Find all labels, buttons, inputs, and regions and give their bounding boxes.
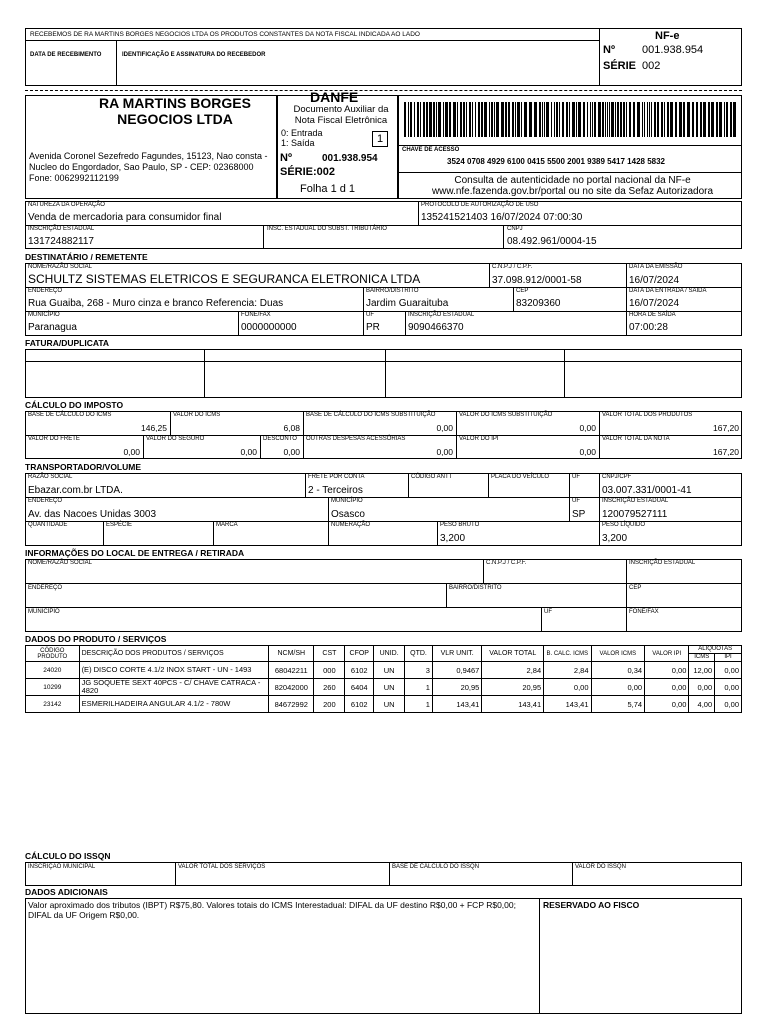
barcode-bar: [602, 102, 604, 137]
table-cell: 0,00: [544, 679, 591, 696]
dest-bairro: Jardim Guaraituba: [366, 298, 449, 309]
ipi-label: VALOR DO IPI: [459, 436, 499, 442]
barcode-bar: [410, 102, 412, 137]
entrega-ie-label: INSCRIÇÃO ESTADUAL: [629, 560, 696, 566]
table-cell: 3: [405, 662, 433, 679]
barcode-bar: [617, 102, 619, 137]
table-cell: 200: [314, 696, 345, 713]
reservado-fisco: RESERVADO AO FISCO: [543, 900, 640, 910]
entrega-section: INFORMAÇÕES DO LOCAL DE ENTREGA / RETIRADA: [25, 548, 245, 558]
barcode-bar: [489, 102, 490, 137]
transp-frete: 2 - Terceiros: [308, 485, 363, 496]
barcode-bar: [569, 102, 570, 137]
barcode-bar: [466, 102, 467, 137]
transp-end-label: ENDEREÇO: [28, 498, 63, 504]
barcode-bar: [408, 102, 409, 137]
table-cell: 0,00: [715, 662, 742, 679]
ie-value: 131724882117: [28, 236, 94, 247]
table-cell: ESMERILHADEIRA ANGULAR 4.1/2 - 780W: [79, 696, 269, 713]
col-aliquotas: ALÍQUOTAS: [689, 646, 742, 654]
transp-antt-label: CÓDIGO ANTT: [411, 474, 453, 480]
table-cell: 6102: [345, 662, 374, 679]
table-cell: 0,9467: [432, 662, 481, 679]
receipt-serie: 002: [642, 60, 661, 72]
adicionais-text: Valor aproximado dos tributos (IBPT) R$75,80. Valores totais do ICMS Interestadual: DIFAL da UF destino R$0,00 + FCP R$0,00; DIFAL da UF Origem R$0,00.: [28, 900, 516, 920]
barcode-bar: [508, 102, 510, 137]
dest-mun-label: MUNICÍPIO: [28, 312, 60, 318]
seguro: 0,00: [240, 447, 257, 457]
transp-num-label: NUMERAÇÃO: [331, 522, 371, 528]
dest-cep-label: CEP: [516, 288, 529, 294]
barcode-bar: [703, 102, 706, 137]
barcode-bar: [675, 102, 677, 137]
v-icms-label: VALOR DO ICMS: [173, 412, 221, 418]
table-cell: 20,95: [482, 679, 544, 696]
table-cell: 68042211: [269, 662, 314, 679]
bc-icms: 146,25: [141, 423, 167, 433]
issqn-box: [25, 862, 742, 886]
transp-pb-label: PESO BRUTO: [440, 522, 480, 528]
bc-st: 0,00: [436, 423, 453, 433]
col-vlr-unit: VLR UNIT.: [432, 646, 481, 662]
barcode-bar: [453, 102, 456, 137]
barcode-bar: [716, 102, 718, 137]
danfe-num: 001.938.954: [322, 153, 378, 164]
barcode-bar: [733, 102, 736, 137]
cnpj-label: CNPJ: [507, 226, 523, 232]
v-st: 0,00: [579, 423, 596, 433]
barcode-bar: [491, 102, 493, 137]
frete: 0,00: [123, 447, 140, 457]
receipt-date-label: DATA DE RECEBIMENTO: [30, 52, 102, 58]
barcode-bar: [590, 102, 591, 137]
outras: 0,00: [436, 447, 453, 457]
col-valor-icms: VALOR ICMS: [591, 646, 645, 662]
ipi: 0,00: [579, 447, 596, 457]
transp-qtd-label: QUANTIDADE: [28, 522, 68, 528]
col-qtd: QTD.: [405, 646, 433, 662]
receipt-nfe: NF-e: [655, 30, 680, 42]
barcode-bar: [438, 102, 441, 137]
transp-razao: Ebazar.com.br LTDA.: [28, 485, 123, 496]
barcode-bar: [436, 102, 437, 137]
barcode-bar: [578, 102, 581, 137]
barcode-bar: [700, 102, 702, 137]
dest-emissao: 16/07/2024: [629, 275, 680, 286]
barcode-bar: [661, 102, 663, 137]
transp-marca-label: MARCA: [216, 522, 238, 528]
cnpj-value: 08.492.961/0004-15: [507, 236, 597, 247]
v-st-label: VALOR DO ICMS SUBSTITUIÇÃO: [459, 412, 553, 418]
barcode-bar: [475, 102, 476, 137]
barcode-bar: [551, 102, 552, 137]
table-cell: 1: [405, 696, 433, 713]
key-value: 3524 0708 4929 6100 0415 5500 2001 9389 5417 1428 5832: [447, 157, 665, 166]
table-cell: 82042000: [269, 679, 314, 696]
barcode-bar: [724, 102, 725, 137]
dest-hora: 07:00:28: [629, 322, 668, 333]
entrega-bairro-label: BAIRRO/DISTRITO: [449, 585, 502, 591]
table-cell: 4,00: [689, 696, 715, 713]
cut-line: [25, 90, 742, 91]
v-icms: 6,08: [283, 423, 300, 433]
barcode-bar: [687, 102, 690, 137]
col-valor-ipi: VALOR IPI: [645, 646, 689, 662]
barcode-bar: [460, 102, 462, 137]
seguro-label: VALOR DO SEGURO: [146, 436, 205, 442]
table-cell: 143,41: [544, 696, 591, 713]
dest-nome: SCHULTZ SISTEMAS ELETRICOS E SEGURANCA ELETRONICA LTDA: [28, 272, 421, 286]
barcode-bar: [642, 102, 643, 137]
transp-pb: 3,200: [440, 533, 466, 544]
table-cell: 1: [405, 679, 433, 696]
barcode-bar: [623, 102, 625, 137]
barcode-bar: [626, 102, 627, 137]
transp-section: TRANSPORTADOR/VOLUME: [25, 462, 142, 472]
fatura-box: [25, 349, 742, 398]
col-aliq-ipi: IPI: [715, 654, 742, 662]
barcode-bar: [615, 102, 616, 137]
table-cell: 0,00: [715, 696, 742, 713]
dest-bairro-label: BAIRRO/DISTRITO: [366, 288, 419, 294]
barcode-bar: [711, 102, 714, 137]
danfe-serie: SÉRIE:002: [280, 166, 336, 178]
produtos-table: [25, 645, 742, 713]
danfe-title: DANFE: [310, 89, 359, 105]
v-nota-label: VALOR TOTAL DA NOTA: [602, 436, 670, 442]
barcode-bar: [556, 102, 558, 137]
table-cell: UN: [374, 679, 405, 696]
transp-cnpj-label: CNPJ/CPF: [602, 474, 632, 480]
issqn-vs-label: VALOR TOTAL DOS SERVIÇOS: [178, 864, 266, 870]
table-cell: 143,41: [432, 696, 481, 713]
dest-entrada-label: DATA DA ENTRADA / SAIDA: [629, 288, 707, 294]
dest-ie-label: INSCRIÇÃO ESTADUAL: [408, 312, 475, 318]
dest-cnpj: 37.098.912/0001-58: [492, 275, 582, 286]
key-label: CHAVE DE ACESSO: [402, 147, 460, 153]
col-codigo: CÓDIGO PRODUTO: [26, 646, 80, 662]
barcode-bar: [524, 102, 527, 137]
barcode-bar: [429, 102, 432, 137]
issqn-section: CÁLCULO DO ISSQN: [25, 851, 111, 861]
table-cell: UN: [374, 696, 405, 713]
barcode-bar: [542, 102, 543, 137]
barcode-bar: [534, 102, 537, 137]
dest-hora-label: HORA DE SAÍDA: [629, 312, 676, 318]
transp-uf-label: UF: [572, 474, 580, 480]
barcode-bar: [633, 102, 635, 137]
barcode-bar: [505, 102, 507, 137]
table-cell: 0,00: [645, 662, 689, 679]
barcode-bar: [521, 102, 522, 137]
table-cell: 260: [314, 679, 345, 696]
frete-label: VALOR DO FRETE: [28, 436, 80, 442]
dest-fone: 0000000000: [241, 322, 297, 333]
dest-end-label: ENDEREÇO: [28, 288, 63, 294]
barcode-bar: [512, 102, 514, 137]
barcode-bar: [423, 102, 425, 137]
barcode-bar: [620, 102, 622, 137]
table-row: [26, 679, 742, 696]
col-unid: UNID.: [374, 646, 405, 662]
table-cell: 0,00: [645, 679, 689, 696]
dest-cep: 83209360: [516, 298, 561, 309]
barcode-bar: [517, 102, 520, 137]
barcode-bar: [667, 102, 669, 137]
transp-end: Av. das Nacoes Unidas 3003: [28, 509, 157, 520]
emitter-address: Avenida Coronel Sezefredo Fagundes, 15123, Nao consta - Nucleo do Engordador, Sao Paulo, SP - CEP: 02368000 Fone: 0062992112199: [29, 151, 268, 183]
table-row: [26, 696, 742, 713]
dest-mun: Paranagua: [28, 322, 77, 333]
barcode-bar: [726, 102, 728, 137]
barcode-bar: [404, 102, 406, 137]
ie-st-label: INSC. ESTADUAL DO SUBST. TRIBUTÁRIO: [267, 226, 387, 232]
barcode-bar: [420, 102, 421, 137]
barcode-bar: [449, 102, 451, 137]
table-cell: 23142: [26, 696, 80, 713]
barcode-bar: [598, 102, 601, 137]
natureza-value: Venda de mercadoria para consumidor final: [28, 212, 222, 223]
dest-uf: PR: [366, 322, 380, 333]
dest-uf-label: UF: [366, 312, 374, 318]
transp-cnpj: 03.007.331/0001-41: [602, 485, 692, 496]
ie-label: INSCRIÇÃO ESTADUAL: [28, 226, 95, 232]
barcode-bar: [670, 102, 673, 137]
transp-pl-label: PESO LÍQUIDO: [602, 522, 646, 528]
transp-ie-label: INSCRIÇÃO ESTADUAL: [602, 498, 669, 504]
issqn-im-label: INSCRIÇÃO MUNICIPAL: [28, 864, 96, 870]
table-cell: 0,00: [715, 679, 742, 696]
entrega-uf-label: UF: [544, 609, 552, 615]
barcode-bar: [719, 102, 722, 137]
barcode-bar: [594, 102, 596, 137]
natureza-label: NATUREZA DA OPERAÇÃO: [28, 202, 105, 208]
transp-frete-label: FRETE POR CONTA: [308, 474, 365, 480]
transp-placa-label: PLACA DO VEÍCULO: [491, 474, 550, 480]
table-cell: 6404: [345, 679, 374, 696]
produtos-section: DADOS DO PRODUTO / SERVIÇOS: [25, 634, 167, 644]
table-cell: 000: [314, 662, 345, 679]
barcode-bar: [607, 102, 608, 137]
receipt-serie-label: SÉRIE: [603, 60, 637, 72]
transp-pl: 3,200: [602, 533, 628, 544]
barcode-bar: [649, 102, 650, 137]
barcode-bar: [426, 102, 428, 137]
entrega-fone-label: FONE/FAX: [629, 609, 659, 615]
barcode-bar: [576, 102, 577, 137]
transp-razao-label: RAZÃO SOCIAL: [28, 474, 73, 480]
table-cell: UN: [374, 662, 405, 679]
protocolo-value: 135241521403 16/07/2024 07:00:30: [421, 212, 583, 223]
entrega-nome-label: NOME/RAZÃO SOCIAL: [28, 560, 93, 566]
entrega-end-label: ENDEREÇO: [28, 585, 63, 591]
barcode-bar: [515, 102, 516, 137]
transp-mun-label: MUNICÍPIO: [331, 498, 363, 504]
barcode-bar: [605, 102, 606, 137]
barcode-bar: [501, 102, 504, 137]
key-consulta: Consulta de autenticidade no portal nacional da NF-e www.nfe.fazenda.gov.br/portal ou no site da Sefaz Autorizadora: [431, 175, 714, 197]
table-cell: 0,00: [645, 696, 689, 713]
barcode-bar: [654, 102, 656, 137]
table-cell: 84672992: [269, 696, 314, 713]
danfe-folha: Folha 1 d 1: [300, 183, 356, 195]
issqn-v-label: VALOR DO ISSQN: [575, 864, 626, 870]
adicionais-section: DADOS ADICIONAIS: [25, 887, 108, 897]
table-cell: 2,84: [544, 662, 591, 679]
bc-icms-label: BASE DE CÁLCULO DO ICMS: [28, 412, 112, 418]
col-aliq-icms: ICMS: [689, 654, 715, 662]
danfe-entrada: 0: Entrada: [281, 128, 323, 138]
entrega-cep-label: CEP: [629, 585, 642, 591]
barcode-bar: [562, 102, 564, 137]
dest-emissao-label: DATA DA EMISSÃO: [629, 264, 683, 270]
col-descricao: DESCRIÇÃO DOS PRODUTOS / SERVIÇOS: [79, 646, 269, 662]
dest-nome-label: NOME/RAZÃO SOCIAL: [28, 264, 93, 270]
dest-cnpj-label: C.N.P.J / C.P.F.: [492, 264, 533, 270]
receipt-text: RECEBEMOS DE RA MARTINS BORGES NEGOCIOS LTDA OS PRODUTOS CONSTANTES DA NOTA FISCAL INDICADA AO LADO: [30, 31, 420, 38]
barcode-bar: [572, 102, 575, 137]
transp-uf2: SP: [572, 509, 586, 520]
receipt-num: 001.938.954: [642, 44, 704, 56]
receipt-sign-label: IDENTIFICAÇÃO E ASSINATURA DO RECEBEDOR: [122, 52, 266, 58]
barcode-bar: [433, 102, 435, 137]
table-row: [26, 662, 742, 679]
imposto-section: CÁLCULO DO IMPOSTO: [25, 400, 124, 410]
col-valor-total: VALOR TOTAL: [482, 646, 544, 662]
entrega-mun-label: MUNICÍPIO: [28, 609, 60, 615]
table-cell: 2,84: [482, 662, 544, 679]
bc-st-label: BASE DE CÁLCULO DO ICMS SUBSTITUIÇÃO: [306, 412, 436, 418]
dest-section: DESTINATÁRIO / REMETENTE: [25, 252, 148, 262]
col-cst: CST: [314, 646, 345, 662]
table-cell: 24020: [26, 662, 80, 679]
table-cell: 143,41: [482, 696, 544, 713]
v-prod: 167,20: [713, 423, 739, 433]
danfe-subtitle: Documento Auxiliar da Nota Fiscal Eletrônica: [293, 104, 389, 126]
col-bc-icms: B. CALC. ICMS: [544, 646, 591, 662]
table-cell: 6102: [345, 696, 374, 713]
table-cell: 10299: [26, 679, 80, 696]
dest-ie: 9090466370: [408, 322, 464, 333]
entrega-box: [25, 559, 742, 632]
table-cell: 0,34: [591, 662, 645, 679]
barcode-bar: [683, 102, 685, 137]
barcode-bar: [496, 102, 499, 137]
barcode-bar: [566, 102, 568, 137]
barcode-bar: [554, 102, 555, 137]
barcode-bar: [647, 102, 648, 137]
protocolo-label: PROTOCOLO DE AUTORIZAÇÃO DE USO: [421, 202, 539, 208]
barcode-bar: [637, 102, 640, 137]
barcode-bar: [472, 102, 473, 137]
fatura-section: FATURA/DUPLICATA: [25, 338, 110, 348]
table-cell: 12,00: [689, 662, 715, 679]
danfe-saida: 1: Saída: [281, 138, 315, 148]
barcode-bar: [708, 102, 710, 137]
transp-mun: Osasco: [331, 509, 365, 520]
desconto-label: DESCONTO: [263, 436, 297, 442]
barcode-bar: [629, 102, 631, 137]
table-cell: 20,95: [432, 679, 481, 696]
barcode-bar: [592, 102, 593, 137]
col-cfop: CFOP: [345, 646, 374, 662]
barcode-bar: [469, 102, 471, 137]
barcode-bar: [692, 102, 694, 137]
v-nota: 167,20: [713, 447, 739, 457]
barcode-bar: [559, 102, 560, 137]
barcode-bar: [443, 102, 444, 137]
barcode-bar: [587, 102, 588, 137]
barcode-bar: [445, 102, 448, 137]
transp-uf2-label: UF: [572, 498, 580, 504]
receipt-num-label: Nº: [603, 44, 615, 56]
barcode-bar: [544, 102, 545, 137]
barcode-bar: [414, 102, 415, 137]
barcode-bar: [644, 102, 645, 137]
barcode-bar: [417, 102, 419, 137]
transp-ie: 120079527111: [602, 509, 668, 520]
barcode-bar: [481, 102, 483, 137]
table-cell: 5,74: [591, 696, 645, 713]
issqn-bc-label: BASE DE CÁLCULO DO ISSQN: [392, 864, 480, 870]
entrega-cnpj-label: C.N.P.J / C.P.F.: [486, 560, 527, 566]
barcode-bar: [529, 102, 532, 137]
barcode-bar: [696, 102, 698, 137]
barcode-bar: [651, 102, 652, 137]
barcode-bar: [478, 102, 480, 137]
v-prod-label: VALOR TOTAL DOS PRODUTOS: [602, 412, 693, 418]
barcode-bar: [484, 102, 487, 137]
barcode-bar: [494, 102, 495, 137]
barcode-bar: [457, 102, 458, 137]
barcode-bar: [657, 102, 659, 137]
dest-entrada: 16/07/2024: [629, 298, 680, 309]
outras-label: OUTRAS DESPESAS ACESSÓRIAS: [306, 436, 406, 442]
transp-esp-label: ESPÉCIE: [106, 522, 133, 528]
barcode-bar: [463, 102, 465, 137]
barcode-bar: [539, 102, 541, 137]
barcode-bar: [679, 102, 682, 137]
danfe-num-label: Nº: [280, 152, 292, 164]
table-cell: (E) DISCO CORTE 4.1/2 INOX START - UN - 1493: [79, 662, 269, 679]
desconto: 0,00: [283, 447, 300, 457]
table-cell: JG SOQUETE SEXT 40PCS - C/ CHAVE CATRACA - 4820: [79, 679, 269, 696]
dest-end: Rua Guaiba, 268 - Muro cinza e branco Referencia: Duas: [28, 298, 284, 309]
emitter-name: RA MARTINS BORGES NEGOCIOS LTDA: [99, 95, 251, 127]
col-ncm: NCM/SH: [269, 646, 314, 662]
barcode-bar: [730, 102, 732, 137]
table-cell: 0,00: [591, 679, 645, 696]
danfe-tipo-box: 1: [372, 131, 388, 147]
barcode: [404, 102, 737, 137]
barcode-bar: [664, 102, 665, 137]
barcode-bar: [546, 102, 549, 137]
dest-fone-label: FONE/FAX: [241, 312, 271, 318]
barcode-bar: [609, 102, 610, 137]
barcode-bar: [583, 102, 585, 137]
table-cell: 0,00: [689, 679, 715, 696]
barcode-bar: [611, 102, 614, 137]
